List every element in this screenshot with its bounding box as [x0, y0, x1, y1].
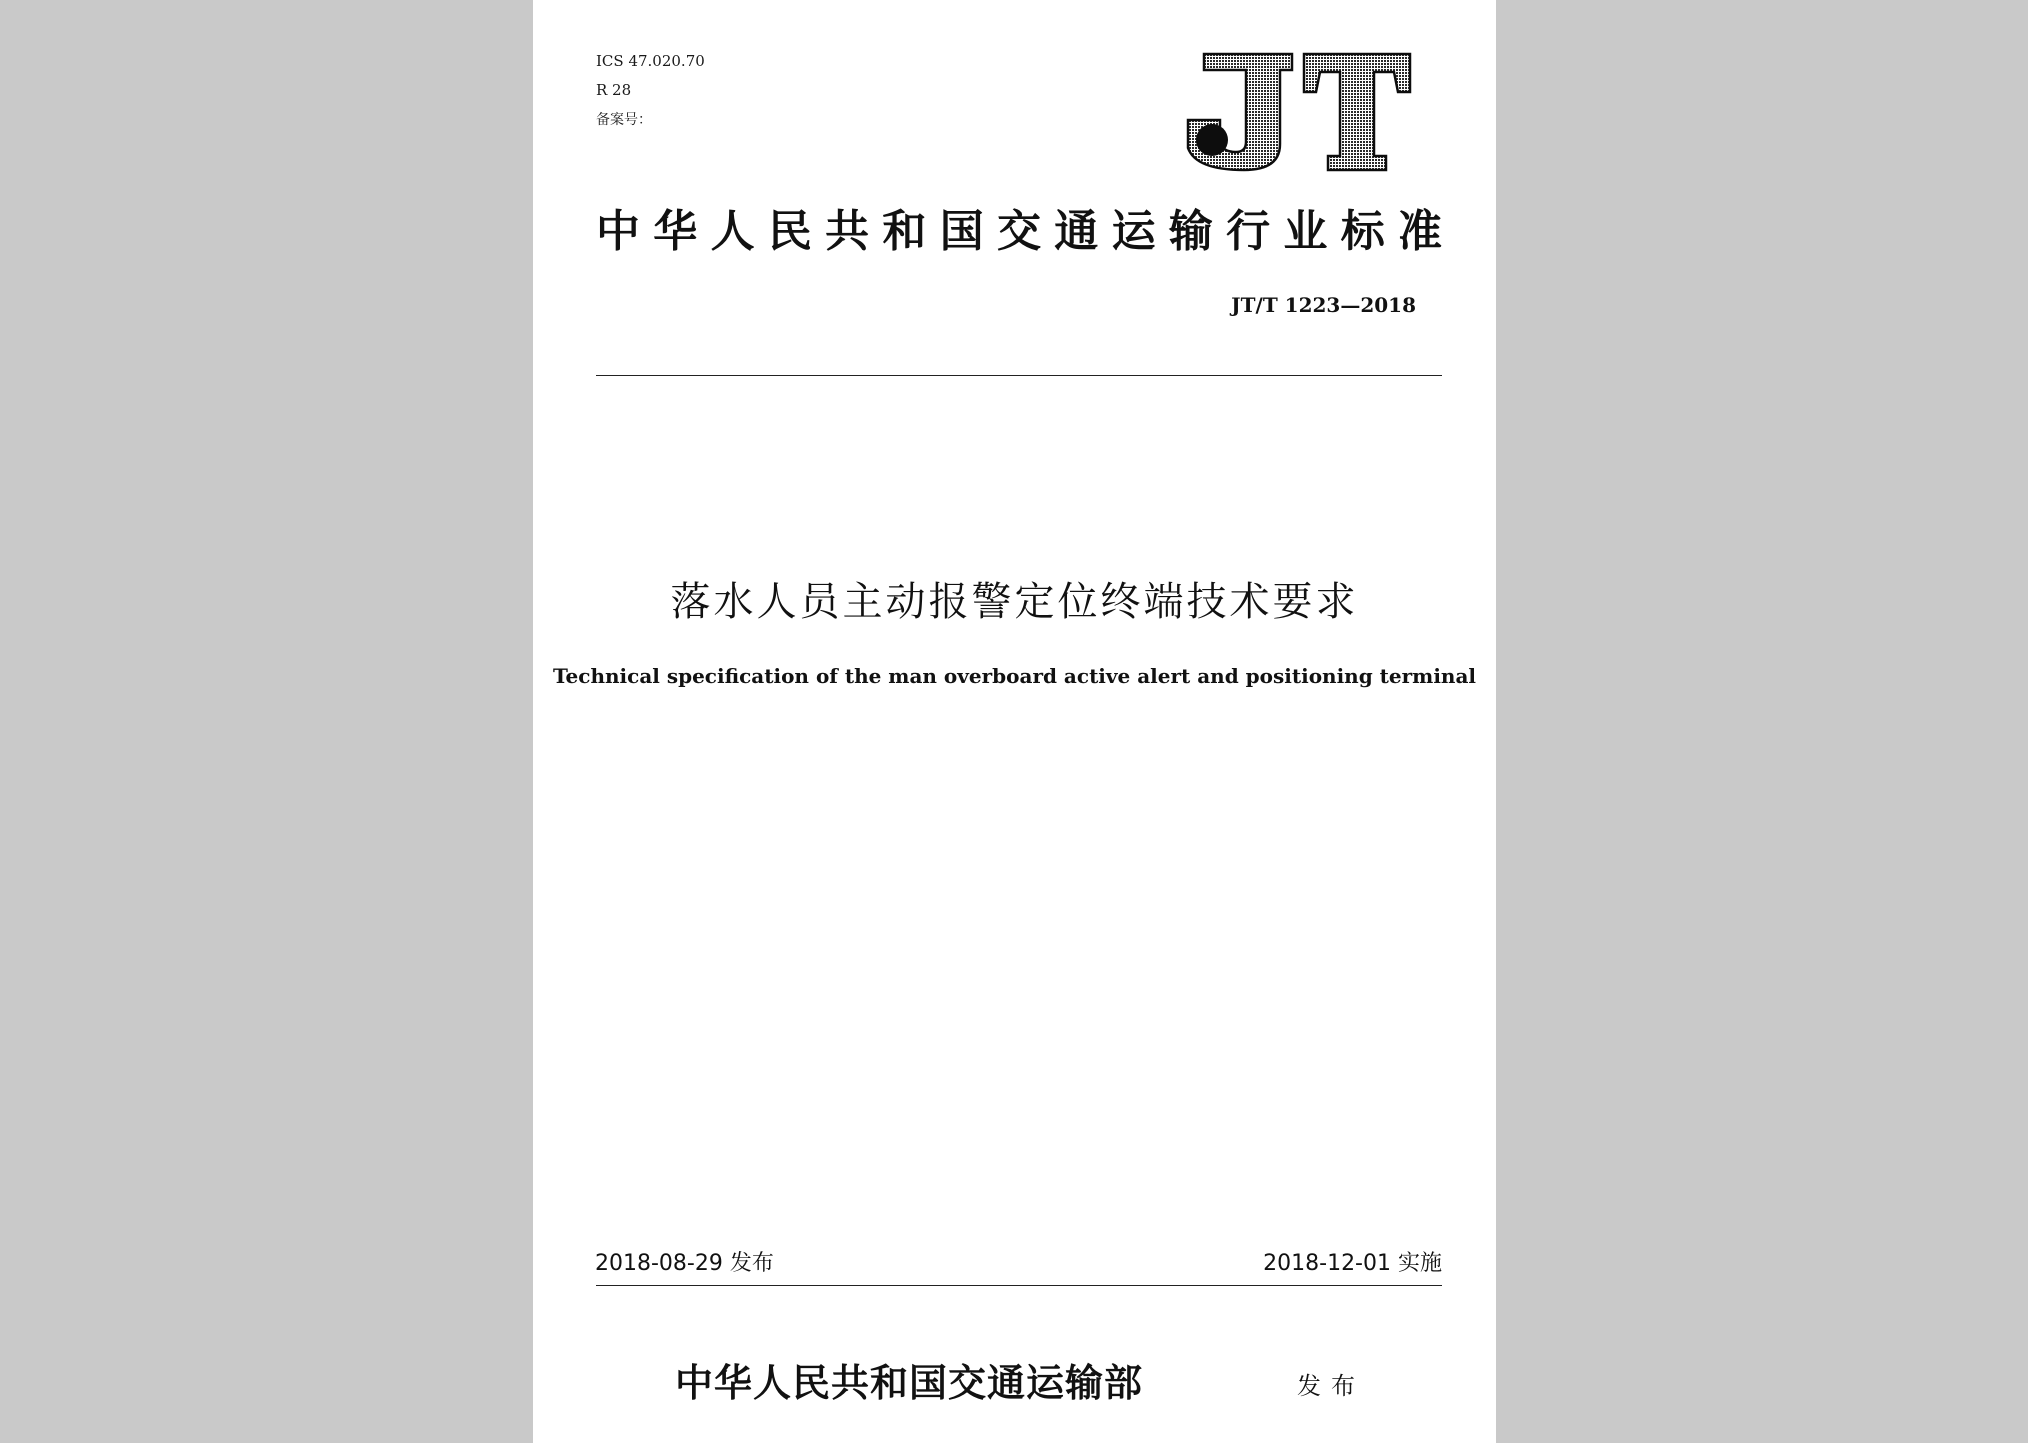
jt-logo: [1180, 48, 1418, 178]
header-divider: [596, 375, 1442, 376]
filing-number-label: 备案号：: [596, 112, 652, 128]
standard-code: JT/T 1223—2018: [1231, 293, 1416, 317]
issue-label: 发布: [1297, 1372, 1365, 1400]
footer-divider: [596, 1285, 1442, 1286]
implementation-date: 2018-12-01 实施: [1263, 1251, 1442, 1276]
industry-standard-name: 中华人民共和国交通运输行业标准: [596, 206, 1442, 257]
ccs-code: R 28: [596, 81, 632, 99]
issue-date: 2018-08-29 发布: [595, 1251, 774, 1276]
document-title-cn: 落水人员主动报警定位终端技术要求: [670, 579, 1359, 625]
issuing-authority: 中华人民共和国交通运输部: [675, 1360, 1144, 1405]
ics-code: ICS 47.020.70: [596, 52, 705, 70]
document-title-en: Technical specification of the man overboard active alert and positioning terminal: [552, 664, 1477, 688]
document-page: [533, 0, 1496, 1443]
